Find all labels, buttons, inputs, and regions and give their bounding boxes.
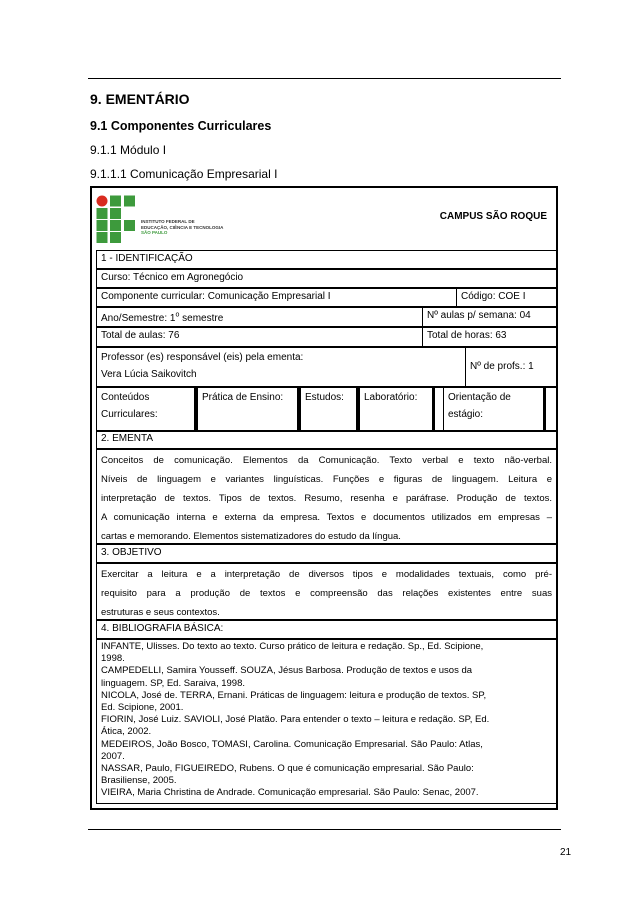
institute-line-1: INSTITUTO FEDERAL DE — [141, 219, 195, 224]
bibliografia-line: Ática, 2002. — [101, 726, 152, 738]
orientacao-hours-cell — [543, 388, 556, 431]
identification-section — [96, 250, 557, 432]
curso-row: Curso: Técnico em Agronegócio — [96, 269, 557, 288]
num-profs-value: Nº de profs.: 1 — [470, 361, 534, 372]
institute-line-3: SÃO PAULO — [141, 230, 168, 235]
aulas-semana-value: Nº aulas p/ semana: 04 — [427, 310, 531, 321]
bibliografia-line: 2007. — [101, 750, 125, 762]
ementa-line-3: interpretação de textos. Tipos de textos. Resumo, resenha e paráfrase. Produção de textos. — [101, 493, 552, 504]
top-rule — [88, 78, 561, 79]
laboratorio-label: Laboratório: — [364, 392, 418, 403]
conteudos-line-1: Conteúdos — [101, 392, 150, 403]
aulas-semana-cell — [422, 308, 556, 326]
table-header — [96, 192, 557, 248]
ementa-title: 2. EMENTA — [96, 430, 557, 449]
objetivo-line-1: Exercitar a leitura e a interpretação de diversos tipos e modalidades textuais, como pré- — [101, 569, 552, 580]
bottom-rule — [88, 829, 561, 830]
ementa-section — [96, 430, 557, 544]
professor-row — [96, 347, 557, 387]
professor-name: Vera Lúcia Saikovitch — [101, 369, 197, 380]
codigo-cell — [456, 289, 556, 306]
bibliografia-line: FIORIN, José Luiz. SAVIOLI, José Platão. Para entender o texto – leitura e redação. SP, Ed. — [101, 714, 490, 726]
orientacao-line-1: Orientação de — [448, 392, 511, 403]
laboratorio-cell — [359, 388, 435, 431]
identification-title: 1 - IDENTIFICAÇÃO — [96, 250, 557, 269]
componente-row — [96, 288, 557, 307]
bibliografia-line: 1998. — [101, 653, 125, 665]
ementa-line-2: Níveis de linguagem e variantes linguísticas. Funções e figuras de linguagem. Leitura e — [101, 474, 552, 485]
objetivo-section — [96, 544, 557, 620]
ementa-line-4: A comunicação interna e externa da empresa. Textos e documentos utilizados em empresas – — [101, 512, 552, 523]
componente-curricular: Componente curricular: Comunicação Empresarial I — [101, 291, 331, 302]
objetivo-line-3: estruturas e seus contextos. — [101, 607, 220, 618]
total-horas-value: Total de horas: 63 — [427, 330, 507, 341]
conteudos-cell — [97, 388, 197, 431]
bibliografia-title: 4. BIBLIOGRAFIA BÁSICA: — [96, 620, 557, 639]
ementa-line-1: Conceitos de comunicação. Elementos da Comunicação. Texto verbal e texto não-verbal. — [101, 455, 552, 466]
bibliografia-line: VIEIRA, Maria Christina de Andrade. Comunicação empresarial. São Paulo: Senac, 2007. — [101, 787, 479, 799]
conteudos-row — [96, 387, 557, 432]
ano-row — [96, 307, 557, 327]
bibliografia-line: linguagem. SP, Ed. Saraiva, 1998. — [101, 677, 246, 689]
bibliografia-line: Ed. Scipione, 2001. — [101, 702, 184, 714]
institute-name — [141, 219, 223, 236]
ementa-line-5: cartas e memorando. Elementos sistematizadores do estudo da língua. — [101, 531, 401, 542]
section-title: 9. EMENTÁRIO — [90, 91, 190, 107]
pratica-label: Prática de Ensino: — [202, 392, 284, 403]
ementa-body — [96, 449, 557, 544]
bibliografia-line: Brasiliense, 2005. — [101, 775, 177, 787]
professor-label: Professor (es) responsável (eis) pela ementa: — [101, 352, 304, 363]
total-row — [96, 327, 557, 347]
bibliografia-line: INFANTE, Ulisses. Do texto ao texto. Curso prático de leitura e redação. Sp., Ed. Scipione, — [101, 641, 484, 652]
objetivo-title: 3. OBJETIVO — [96, 544, 557, 563]
ifsp-logo-icon — [96, 195, 136, 243]
num-profs-cell — [465, 348, 556, 386]
conteudos-line-2: Curriculares: — [101, 409, 158, 420]
orientacao-line-2: estágio: — [448, 409, 484, 420]
total-aulas: Total de aulas: 76 — [101, 330, 180, 341]
bibliografia-line: NICOLA, José de. TERRA, Ernani. Práticas de linguagem: leitura e produção de textos. SP, — [101, 689, 487, 701]
module-title: 9.1.1 Módulo I — [90, 143, 167, 157]
ano-semestre: Ano/Semestre: 1$^o$ semestre — [101, 312, 224, 325]
bibliografia-line: CAMPEDELLI, Samira Yousseff. SOUZA, Jésus Barbosa. Produção de textos e usos da — [101, 665, 473, 677]
estudos-cell — [300, 388, 359, 431]
pratica-cell — [197, 388, 300, 431]
course-title: 9.1.1.1 Comunicação Empresarial I — [90, 167, 278, 181]
bibliografia-section — [96, 620, 557, 804]
subsection-title: 9.1 Componentes Curriculares — [90, 119, 272, 133]
institute-line-2: EDUCAÇÃO, CIÊNCIA E TECNOLOGIA — [141, 224, 224, 230]
campus-name: CAMPUS SÃO ROQUE — [439, 211, 547, 222]
page-number: 21 — [560, 847, 572, 858]
estudos-label: Estudos: — [305, 392, 344, 403]
objetivo-line-2: requisito para a produção de textos e compreensão das relações existentes entre suas — [101, 588, 552, 599]
total-horas-cell — [422, 328, 556, 346]
objetivo-body — [96, 563, 557, 620]
orientacao-cell — [443, 388, 543, 431]
bibliografia-line: NASSAR, Paulo, FIGUEIREDO, Rubens. O que é comunicação empresarial. São Paulo: — [101, 763, 474, 775]
codigo-value: Código: COE I — [461, 291, 526, 302]
bibliografia-line: MEDEIROS, João Bosco, TOMASI, Carolina. Comunicação Empresarial. São Paulo: Atlas, — [101, 738, 483, 750]
bibliografia-body — [96, 639, 557, 804]
